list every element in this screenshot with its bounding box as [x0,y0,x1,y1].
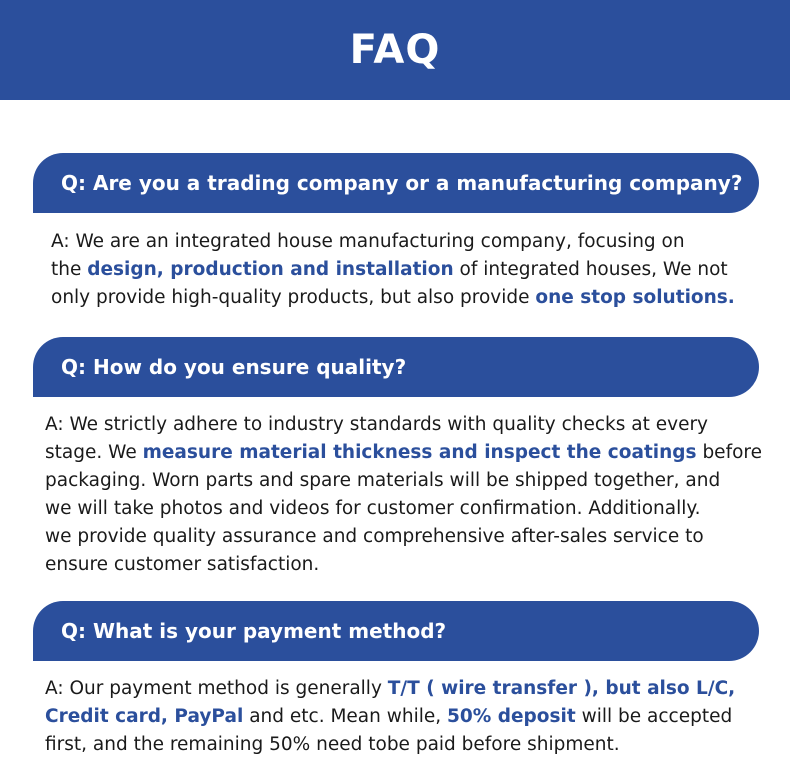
answer-text: the [51,259,88,280]
answer-text: packaging. Worn parts and spare materials will be shipped together, and [45,470,721,491]
answer-text: A: We are an integrated house manufacturing company, focusing on [51,231,685,252]
answer-line [45,467,762,495]
answer-text: of integrated houses, We not [453,259,728,280]
answer-line [51,228,735,256]
faq-header [0,0,790,100]
answer-text: before [696,442,762,463]
answer-text: first, and the remaining 50% need tobe paid before shipment. [45,734,620,755]
answer-text: we provide quality assurance and comprehensive after-sales service to [45,526,704,547]
question-bar-2 [33,337,759,397]
answer-line [51,256,735,284]
answer-text: will be accepted [575,706,733,727]
highlight-text: T/T ( wire transfer ), but also L/C, [387,678,736,699]
answer-text: ensure customer satisfaction. [45,554,320,575]
highlight-text: design, production and installation [87,259,454,280]
highlight-text: one stop solutions. [535,287,735,308]
highlight-text: Credit card, PayPal [45,706,244,727]
question-text-1: Q: Are you a trading company or a manufacturing company? [61,171,743,195]
answer-3 [45,675,735,759]
highlight-text: 50% deposit [447,706,576,727]
question-bar-1 [33,153,759,213]
answer-2 [45,411,762,579]
answer-line [45,411,762,439]
answer-line [45,703,735,731]
answer-text: A: We strictly adhere to industry standards with quality checks at every [45,414,709,435]
question-text-2: Q: How do you ensure quality? [61,355,407,379]
answer-text: we will take photos and videos for customer confirmation. Additionally. [45,498,701,519]
answer-line [45,551,762,579]
page-title: FAQ [349,27,441,73]
answer-line [45,675,735,703]
answer-text: only provide high-quality products, but also provide [51,287,536,308]
answer-1 [51,228,735,312]
question-text-3: Q: What is your payment method? [61,619,447,643]
question-bar-3 [33,601,759,661]
answer-text: stage. We [45,442,143,463]
answer-line [45,731,735,759]
answer-text: A: Our payment method is generally [45,678,388,699]
answer-line [51,284,735,312]
highlight-text: measure material thickness and inspect the coatings [142,442,697,463]
answer-text: and etc. Mean while, [243,706,448,727]
answer-line [45,495,762,523]
answer-line [45,523,762,551]
answer-line [45,439,762,467]
